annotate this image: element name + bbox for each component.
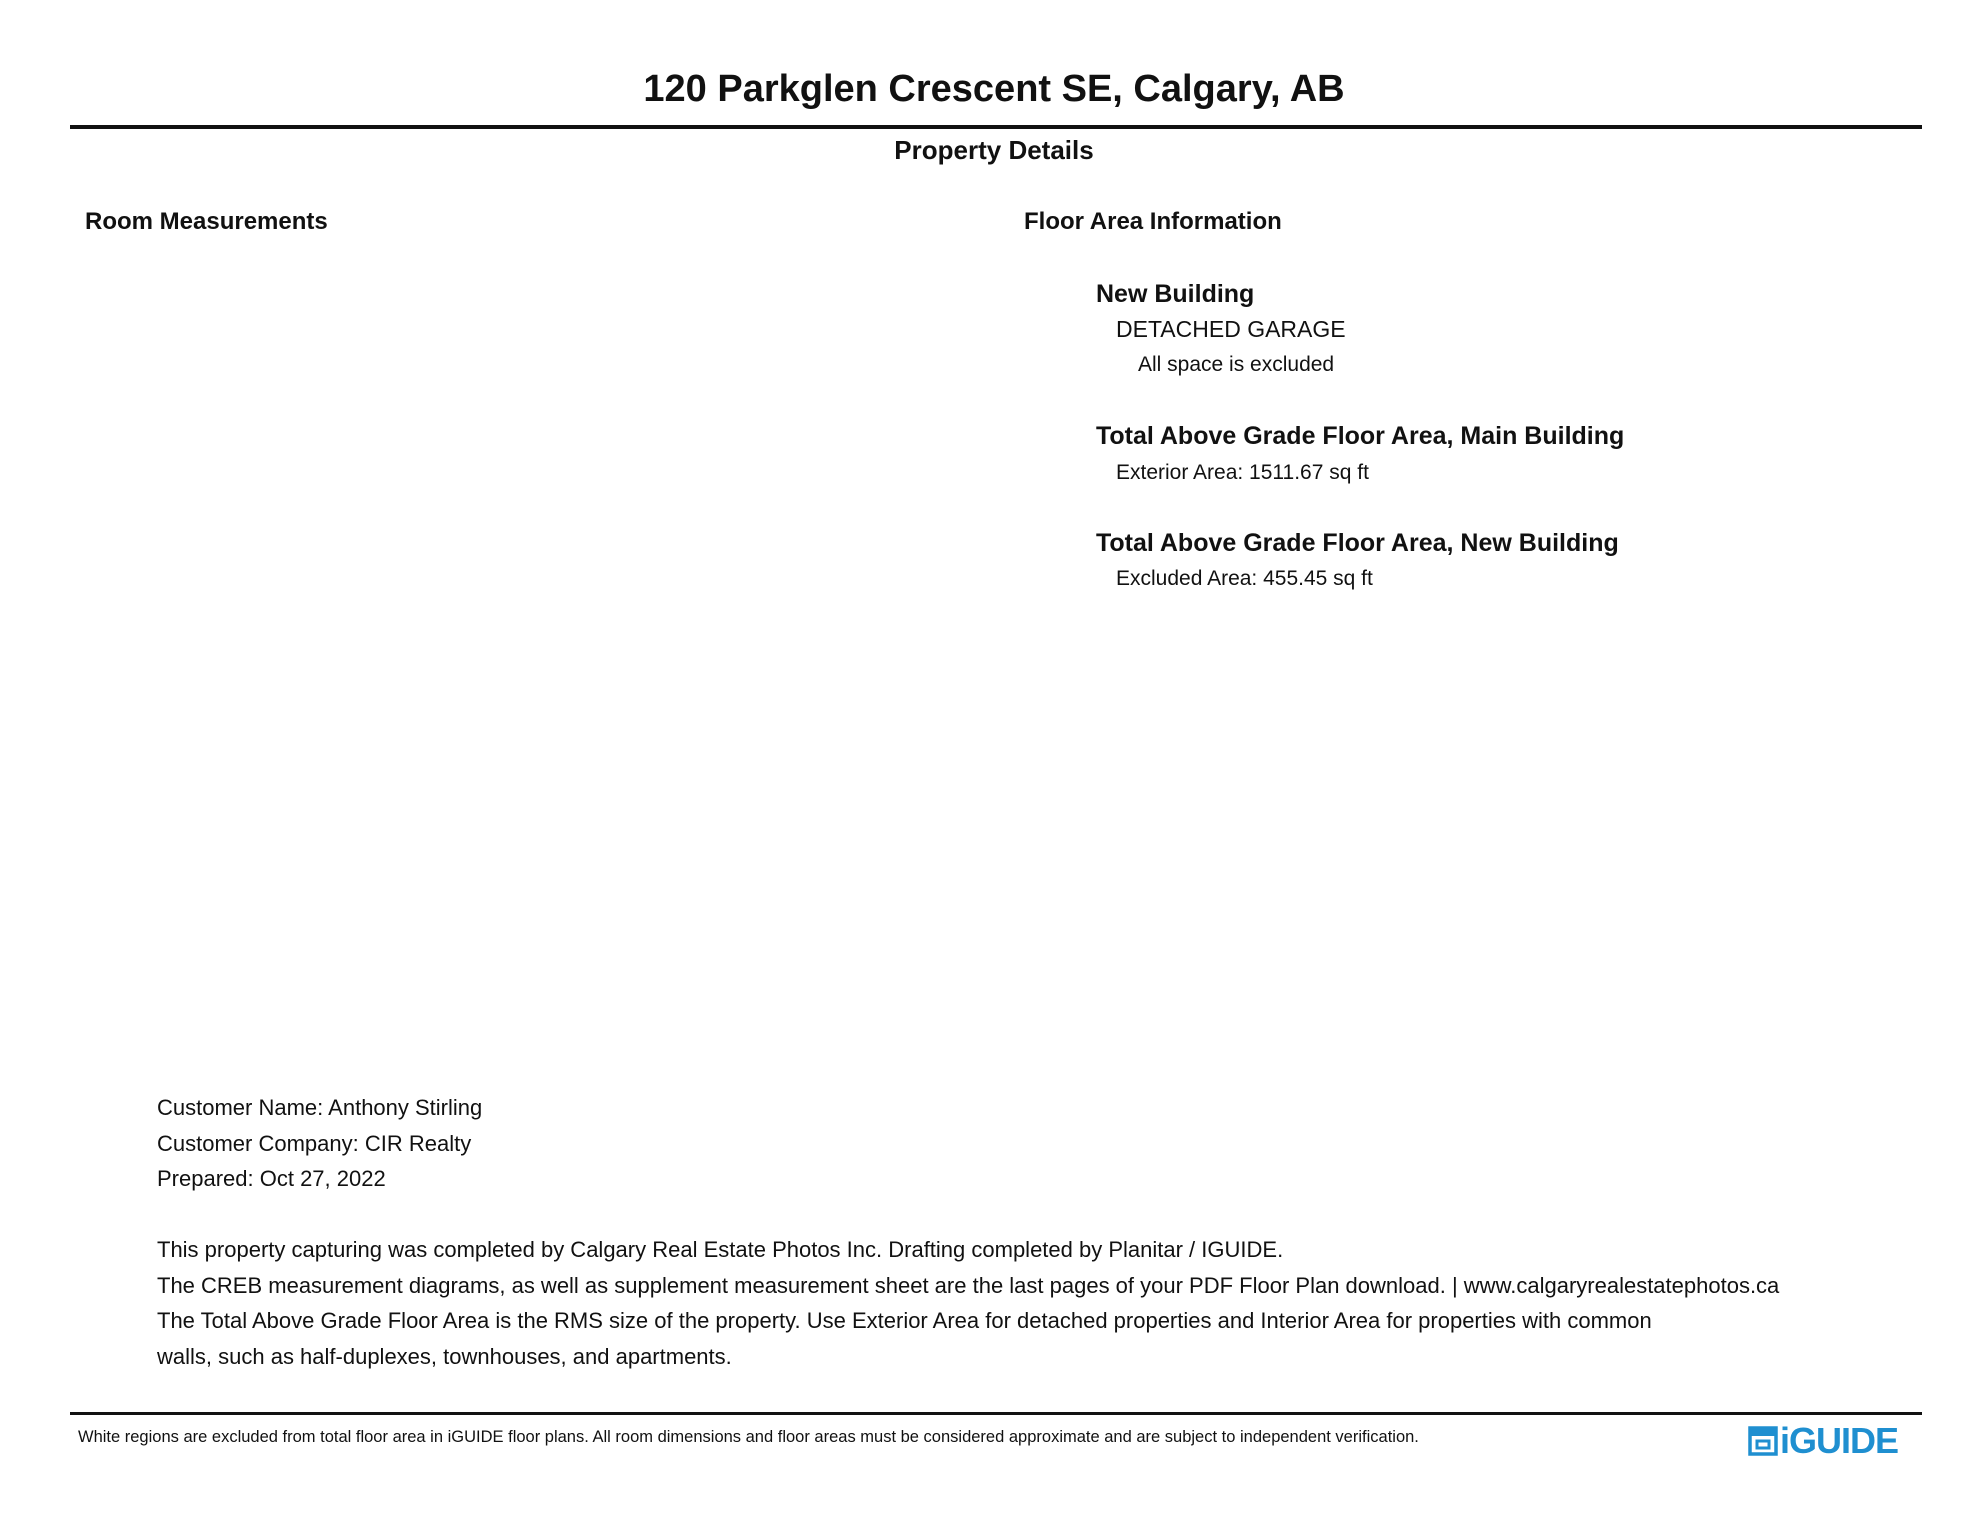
floor-area-heading: Floor Area Information	[1024, 208, 1282, 235]
detached-garage-label: DETACHED GARAGE	[1116, 316, 1346, 342]
new-building-heading: New Building	[1096, 280, 1255, 308]
customer-company: Customer Company: CIR Realty	[157, 1130, 472, 1156]
notes-block	[157, 1232, 1917, 1374]
excluded-space-note: All space is excluded	[1138, 353, 1335, 376]
room-measurements-heading: Room Measurements	[85, 208, 328, 235]
header-divider	[70, 125, 1922, 129]
notes-line: The Total Above Grade Floor Area is the RMS size of the property. Use Exterior Area for detached properties and Interior Area for properties with common	[157, 1308, 1652, 1333]
iguide-logo	[1748, 1420, 1898, 1462]
prepared-date: Prepared: Oct 27, 2022	[157, 1166, 386, 1191]
footer-divider	[70, 1412, 1922, 1415]
main-building-total-heading: Total Above Grade Floor Area, Main Building	[1096, 422, 1625, 450]
iguide-logo-icon	[1748, 1426, 1778, 1456]
customer-info	[157, 1090, 482, 1197]
main-building-exterior-area: Exterior Area: 1511.67 sq ft	[1116, 461, 1369, 484]
page-title: 120 Parkglen Crescent SE, Calgary, AB	[643, 68, 1345, 110]
notes-line: The CREB measurement diagrams, as well as supplement measurement sheet are the last pages of your PDF Floor Plan download. | www.calgaryrealestatephotos.ca	[157, 1272, 1780, 1298]
customer-name: Customer Name: Anthony Stirling	[157, 1095, 483, 1120]
notes-line: walls, such as half-duplexes, townhouses, and apartments.	[157, 1343, 732, 1369]
notes-line: This property capturing was completed by Calgary Real Estate Photos Inc. Drafting completed by Planitar / IGUIDE.	[157, 1237, 1284, 1262]
page-subtitle: Property Details	[894, 135, 1094, 165]
iguide-logo-text: iGUIDE	[1780, 1420, 1899, 1461]
new-building-total-heading: Total Above Grade Floor Area, New Building	[1096, 529, 1619, 557]
footer-disclaimer: White regions are excluded from total floor area in iGUIDE floor plans. All room dimensions and floor areas must be considered approximate and are subject to independent verification.	[78, 1428, 1419, 1446]
new-building-excluded-area: Excluded Area: 455.45 sq ft	[1116, 567, 1373, 590]
